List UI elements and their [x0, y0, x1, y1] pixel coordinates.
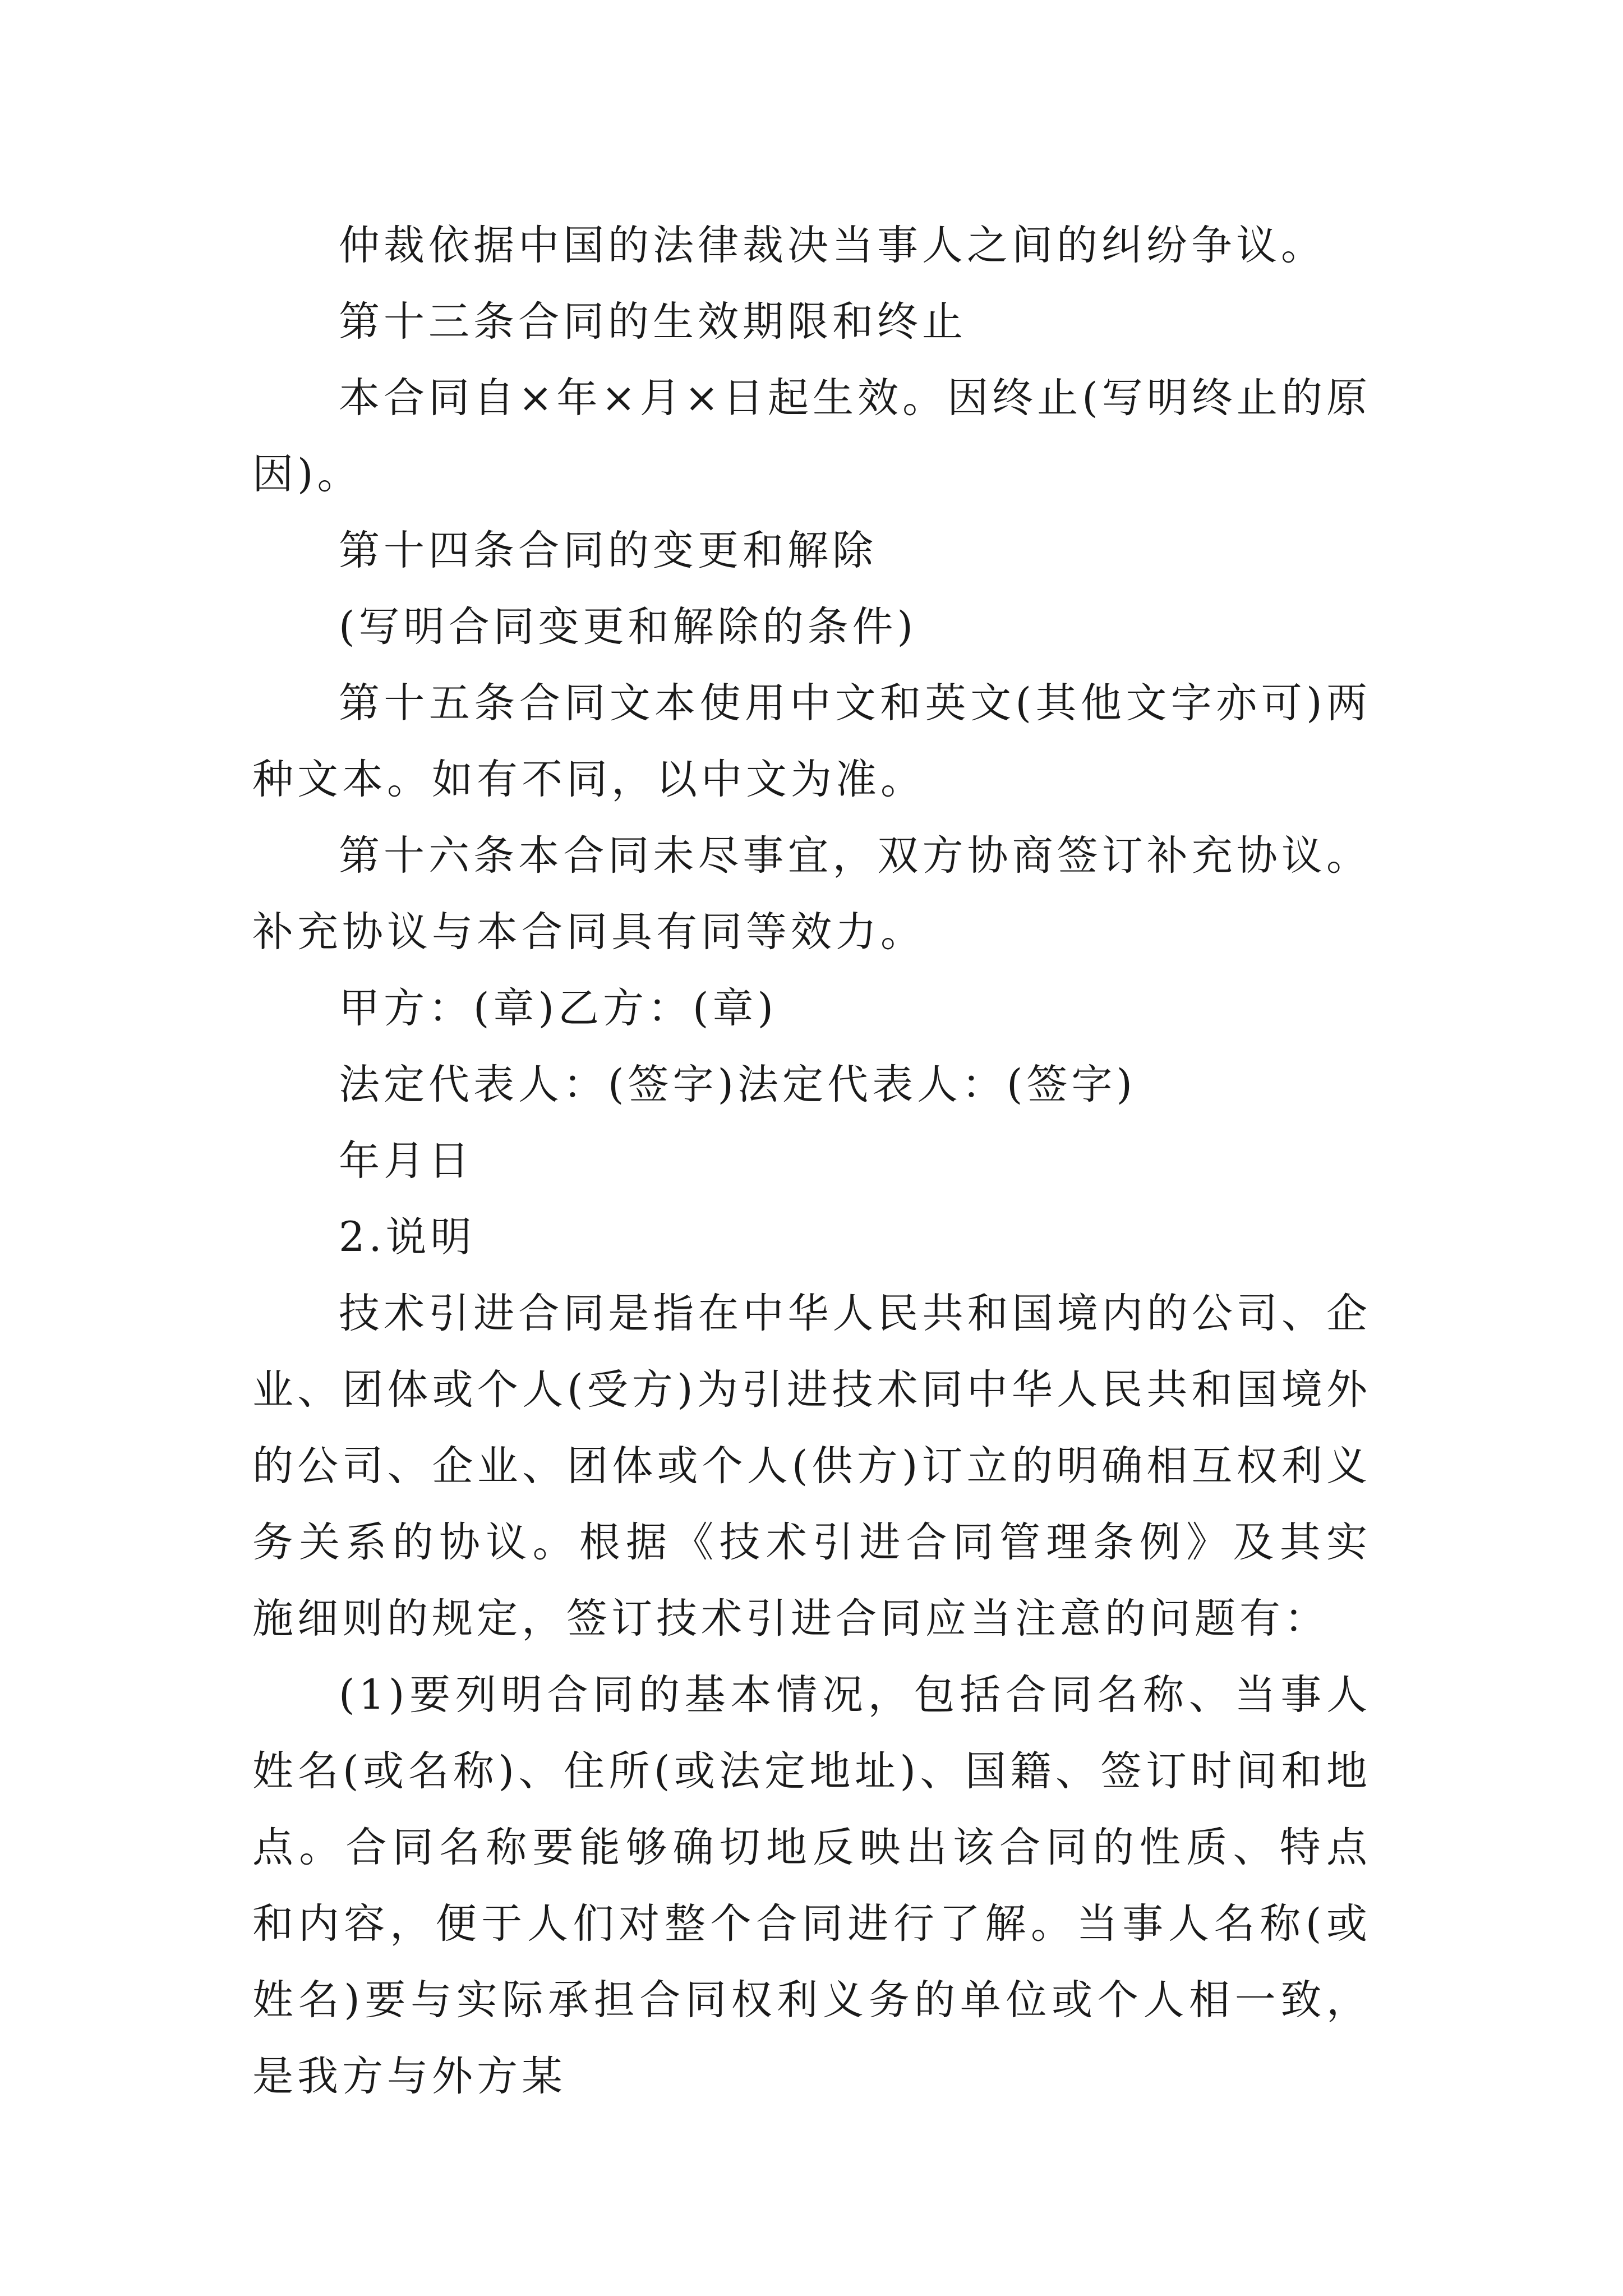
paragraph-article-16: 第十六条本合同未尽事宜，双方协商签订补充协议。补充协议与本合同具有同等效力。 — [252, 832, 1371, 956]
signature-parties: 甲方：(章)乙方：(章) — [339, 984, 777, 1032]
signature-representatives: 法定代表人：(签字)法定代表人：(签字) — [339, 1061, 1136, 1108]
heading-article-14: 第十四条合同的变更和解除 — [339, 527, 877, 574]
heading-article-13: 第十三条合同的生效期限和终止 — [339, 298, 967, 346]
signature-date: 年月日 — [339, 1137, 473, 1185]
paragraph-definition: 技术引进合同是指在中华人民共和国境内的公司、企业、团体或个人(受方)为引进技术同中华人民共和国境外的公司、企业、团体或个人(供方)订立的明确相互权利义务关系的协议。根据《技术引进合同管理条例》及其实施细则的规定，签订技术引进合同应当注意的问题有： — [252, 1290, 1371, 1642]
paragraph-change-conditions: (写明合同变更和解除的条件) — [339, 603, 917, 651]
section-heading-explanation: 2.说明 — [339, 1213, 476, 1261]
paragraph-article-15: 第十五条合同文本使用中文和英文(其他文字亦可)两种文本。如有不同，以中文为准。 — [252, 679, 1371, 803]
paragraph-arbitration-law: 仲裁依据中国的法律裁决当事人之间的纠纷争议。 — [339, 222, 1326, 269]
paragraph-effective-date: 本合同自×年×月×日起生效。因终止(写明终止的原因)。 — [252, 374, 1371, 498]
paragraph-point-1: (1)要列明合同的基本情况，包括合同名称、当事人姓名(或名称)、住所(或法定地址)、国籍、签订时间和地点。合同名称要能够确切地反映出该合同的性质、特点和内容，便于人们对整个合同进行了解。当事人名称(或姓名)要与实际承担合同权利义务的单位或个人相一致，是我方与外方某 — [252, 1671, 1371, 2100]
document-body — [252, 208, 1371, 2115]
